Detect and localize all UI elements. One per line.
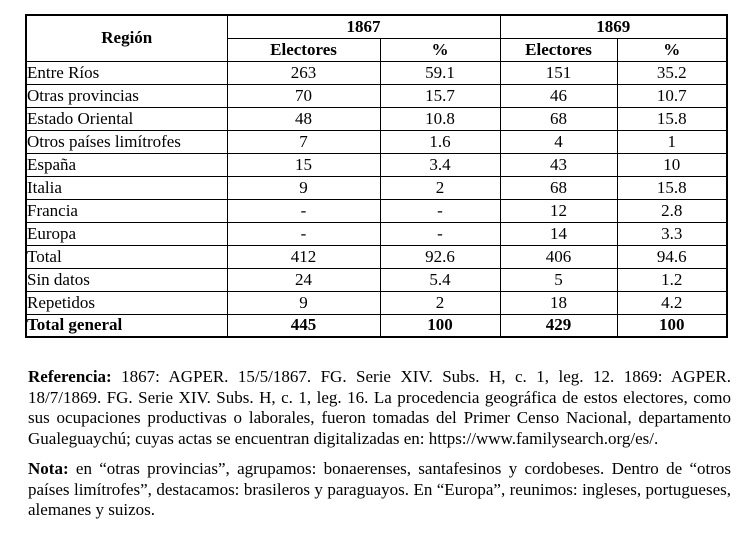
value-cell: - [380,199,500,222]
value-cell: 15.7 [380,84,500,107]
electores-1869-header: Electores [500,38,617,61]
value-cell: - [380,222,500,245]
note-text: en “otras provincias”, agrupamos: bonaerenses, santafesinos y cordobeses. Dentro de “otros países limítrofes”, destacamos: brasileros y paraguayos. En “Europa”, reunimos: ingleses, portugueses, alemanes y suizos. [28,459,731,519]
region-cell: Repetidos [26,291,227,314]
value-cell: 24 [227,268,380,291]
value-cell: 18 [500,291,617,314]
value-cell: 2 [380,291,500,314]
value-cell: 1.6 [380,130,500,153]
value-cell: 15.8 [617,176,727,199]
value-cell: 9 [227,176,380,199]
region-cell: Total [26,245,227,268]
value-cell: 12 [500,199,617,222]
value-cell: 445 [227,314,380,337]
value-cell: 7 [227,130,380,153]
reference-label: Referencia: [28,367,112,386]
value-cell: 68 [500,176,617,199]
value-cell: 3.4 [380,153,500,176]
value-cell: 9 [227,291,380,314]
year-header-1867: 1867 [227,15,500,38]
value-cell: 35.2 [617,61,727,84]
percent-1869-header: % [617,38,727,61]
region-cell: Entre Ríos [26,61,227,84]
total-general-row [26,314,727,337]
value-cell: 46 [500,84,617,107]
value-cell: 4 [500,130,617,153]
year-header-1869: 1869 [500,15,727,38]
value-cell: 94.6 [617,245,727,268]
table-row [26,153,727,176]
value-cell: 68 [500,107,617,130]
value-cell: 412 [227,245,380,268]
table-row [26,107,727,130]
value-cell: 10.8 [380,107,500,130]
region-cell: Otras provincias [26,84,227,107]
value-cell: 263 [227,61,380,84]
electors-origin-table [25,14,728,338]
value-cell: 429 [500,314,617,337]
table-row [26,130,727,153]
value-cell: 100 [617,314,727,337]
region-cell: Total general [26,314,227,337]
table-row [26,291,727,314]
note-paragraph [28,459,731,521]
year-header-row [26,15,727,38]
value-cell: 10 [617,153,727,176]
value-cell: 5.4 [380,268,500,291]
value-cell: 10.7 [617,84,727,107]
value-cell: 2.8 [617,199,727,222]
value-cell: 92.6 [380,245,500,268]
value-cell: 1 [617,130,727,153]
value-cell: 48 [227,107,380,130]
region-cell: Europa [26,222,227,245]
value-cell: 15 [227,153,380,176]
value-cell: 406 [500,245,617,268]
electores-1867-header: Electores [227,38,380,61]
table-row [26,199,727,222]
value-cell: 1.2 [617,268,727,291]
note-label: Nota: [28,459,69,478]
reference-text: 1867: AGPER. 15/5/1867. FG. Serie XIV. Subs. H, c. 1, leg. 12. 1869: AGPER. 18/7/1869. FG. Serie XIV. Subs. H, c. 1, leg. 16. La procedencia geográfica de estos electores, como sus ocupaciones productivas o laborales, fueron tomadas del Primer Censo Nacional, departamento Gualeguaychú; cuyas actas se encuentran digitalizadas en: https://www.familysearch.org/es/. [28,367,731,448]
table-row [26,84,727,107]
percent-1867-header: % [380,38,500,61]
value-cell: 4.2 [617,291,727,314]
value-cell: 14 [500,222,617,245]
region-cell: Sin datos [26,268,227,291]
region-cell: Otros países limítrofes [26,130,227,153]
table-row [26,245,727,268]
region-column-header: Región [26,15,227,61]
table-row [26,61,727,84]
value-cell: 2 [380,176,500,199]
table-row [26,268,727,291]
value-cell: 5 [500,268,617,291]
value-cell: 100 [380,314,500,337]
value-cell: 70 [227,84,380,107]
value-cell: 3.3 [617,222,727,245]
region-cell: Italia [26,176,227,199]
reference-paragraph [28,367,731,449]
value-cell: 151 [500,61,617,84]
value-cell: - [227,222,380,245]
value-cell: - [227,199,380,222]
region-cell: Francia [26,199,227,222]
table-row [26,176,727,199]
value-cell: 15.8 [617,107,727,130]
table-row [26,222,727,245]
value-cell: 59.1 [380,61,500,84]
value-cell: 43 [500,153,617,176]
region-cell: Estado Oriental [26,107,227,130]
region-cell: España [26,153,227,176]
